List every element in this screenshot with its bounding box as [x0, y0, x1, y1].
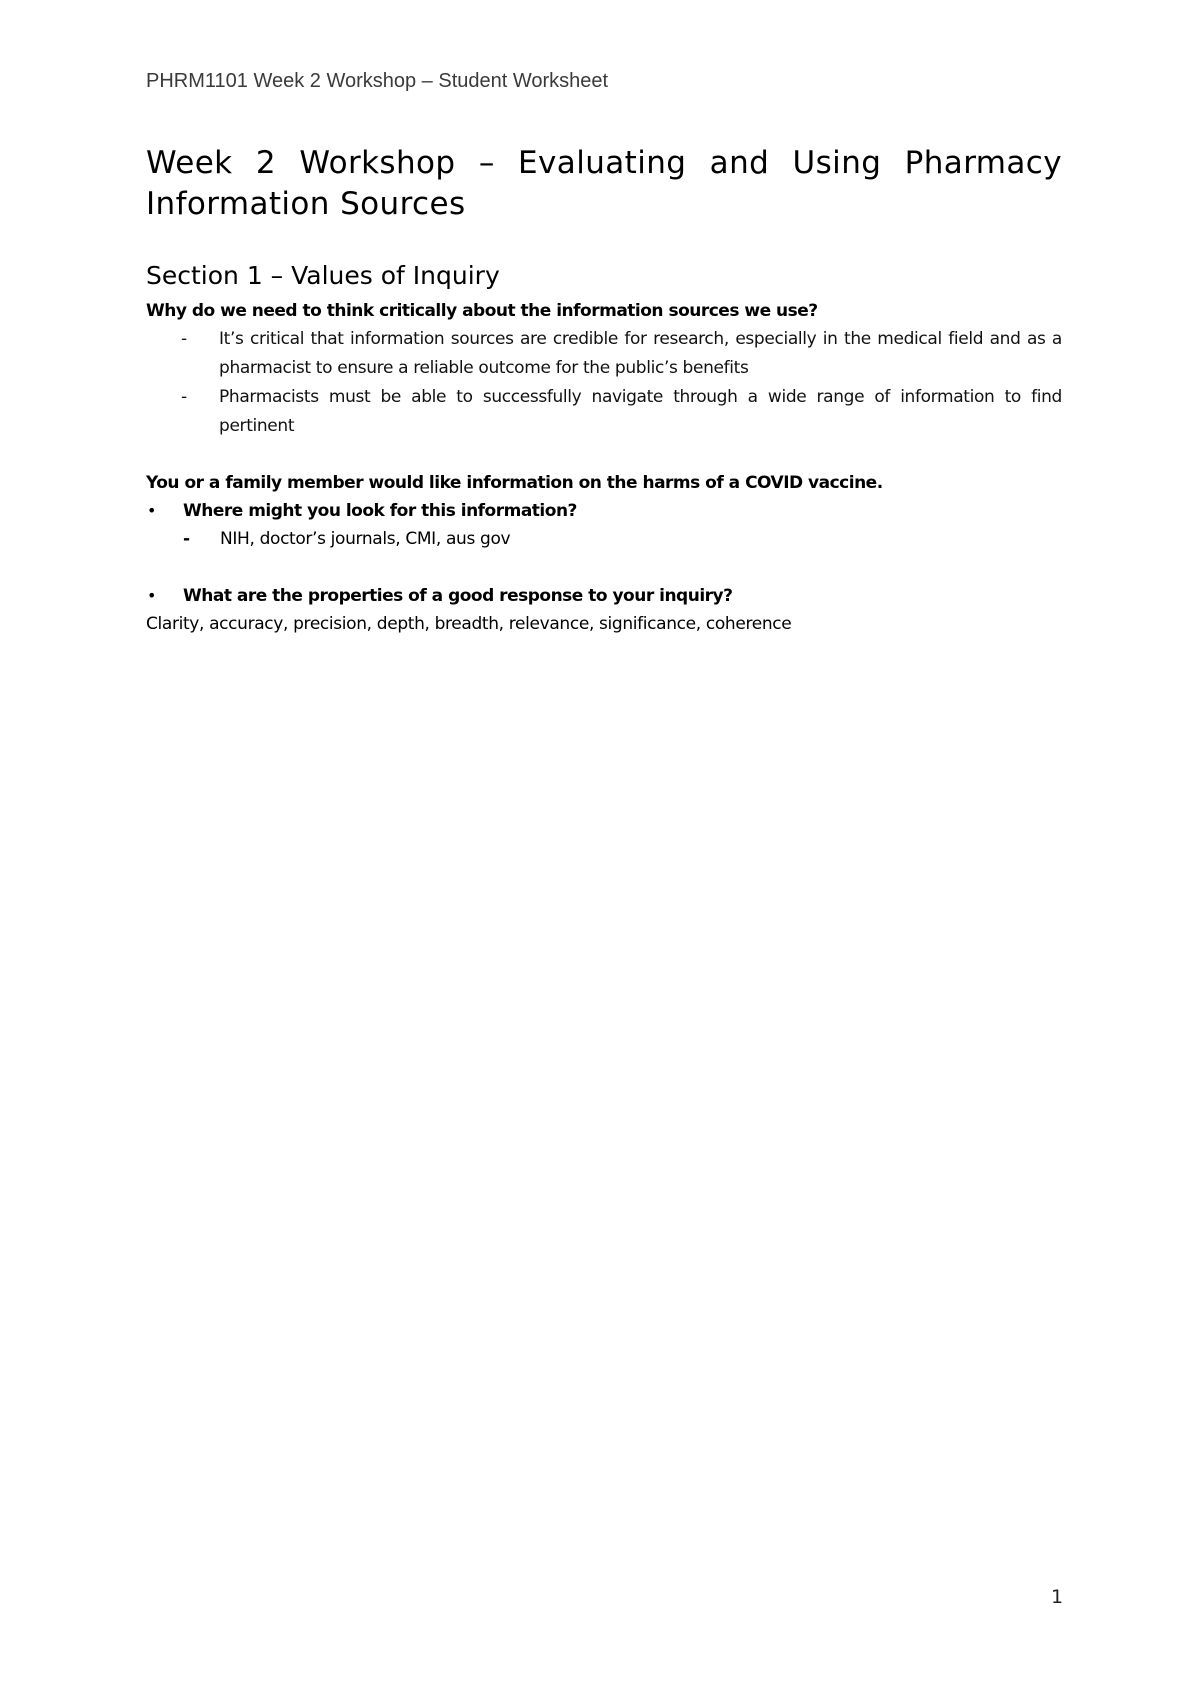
answer-list — [146, 325, 1062, 441]
document-title: Week 2 Workshop – Evaluating and Using Pharmacy Information Sources — [146, 145, 1062, 222]
answer-text: It’s critical that information sources are credible for research, especially in the medical field and as a pharmacist to ensure a reliable outcome for the public’s benefits — [219, 329, 1062, 378]
dash-marker: - — [181, 329, 187, 349]
question-critical-thinking: Why do we need to think critically about the information sources we use? — [146, 301, 818, 321]
bullet-marker: • — [147, 586, 157, 605]
document-body — [146, 143, 1062, 639]
scenario-question-item — [147, 582, 1062, 610]
section-heading: Section 1 – Values of Inquiry — [146, 261, 500, 290]
bullet-marker: • — [147, 501, 157, 520]
scenario-prompt: You or a family member would like information on the harms of a COVID vaccine. — [146, 473, 883, 493]
running-header: PHRM1101 Week 2 Workshop – Student Worksheet — [146, 70, 609, 92]
dash-marker: - — [183, 529, 190, 549]
question-good-response: What are the properties of a good response to your inquiry? — [183, 586, 733, 606]
good-response-answer: Clarity, accuracy, precision, depth, breadth, relevance, significance, coherence — [146, 614, 792, 634]
sub-answer-item — [183, 525, 1062, 554]
sub-answer-list — [183, 525, 1062, 554]
answer-item — [181, 325, 1062, 383]
dash-marker: - — [181, 387, 187, 407]
answer-text: Pharmacists must be able to successfully navigate through a wide range of information to find pertinent — [219, 387, 1062, 436]
question-where-to-look: Where might you look for this information? — [183, 501, 577, 521]
scenario-questions — [146, 497, 1062, 610]
answer-item — [181, 383, 1062, 441]
scenario-question-item — [147, 497, 1062, 554]
page-number: 1 — [1051, 1586, 1064, 1608]
sub-answer-text: NIH, doctor’s journals, CMI, aus gov — [220, 529, 511, 549]
